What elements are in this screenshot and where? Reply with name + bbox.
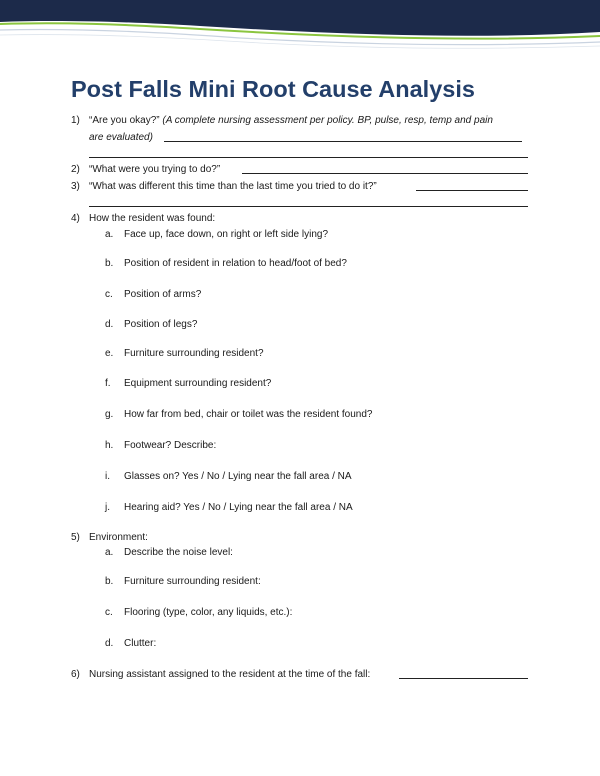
item-letter: b. [105, 258, 114, 269]
question-number: 6) [71, 669, 80, 680]
item-text: Glasses on? Yes / No / Lying near the fall area / NA [124, 471, 352, 482]
item-text: Position of resident in relation to head/foot of bed? [124, 258, 347, 269]
answer-line[interactable] [416, 190, 528, 191]
question-text: How the resident was found: [89, 213, 216, 224]
question-number: 4) [71, 213, 80, 224]
answer-line[interactable] [242, 173, 528, 174]
answer-line[interactable] [164, 141, 522, 142]
item-text: Footwear? Describe: [124, 440, 217, 451]
item-letter: c. [105, 607, 113, 618]
question-number: 1) [71, 115, 80, 126]
item-letter: h. [105, 440, 114, 451]
question-text: “What were you trying to do?” [89, 164, 221, 175]
item-text: Position of legs? [124, 319, 198, 330]
page-title: Post Falls Mini Root Cause Analysis [71, 76, 475, 102]
answer-line[interactable] [399, 678, 528, 679]
item-text: Position of arms? [124, 289, 202, 300]
item-text: Flooring (type, color, any liquids, etc.): [124, 607, 293, 618]
item-letter: a. [105, 547, 114, 558]
item-letter: e. [105, 348, 114, 359]
item-text: Hearing aid? Yes / No / Lying near the fall area / NA [124, 502, 353, 513]
question-number: 3) [71, 181, 80, 192]
item-letter: i. [105, 471, 110, 482]
item-letter: d. [105, 319, 114, 330]
item-letter: b. [105, 576, 114, 587]
item-text: Clutter: [124, 638, 157, 649]
question-note-continued: are evaluated) [89, 132, 153, 143]
question-number: 2) [71, 164, 80, 175]
answer-line[interactable] [89, 157, 528, 158]
item-letter: c. [105, 289, 113, 300]
answer-line[interactable] [89, 206, 528, 207]
question-text: Nursing assistant assigned to the resident at the time of the fall: [89, 669, 371, 680]
item-text: Describe the noise level: [124, 547, 233, 558]
item-text: How far from bed, chair or toilet was the resident found? [124, 409, 373, 420]
item-text: Furniture surrounding resident: [124, 576, 261, 587]
question-text: “What was different this time than the last time you tried to do it?” [89, 181, 377, 192]
item-text: Furniture surrounding resident? [124, 348, 264, 359]
question-number: 5) [71, 532, 80, 543]
header-banner [0, 0, 600, 50]
item-text: Face up, face down, on right or left side lying? [124, 229, 329, 240]
item-letter: f. [105, 378, 111, 389]
question-text: Environment: [89, 532, 148, 543]
item-letter: j. [105, 502, 110, 513]
item-text: Equipment surrounding resident? [124, 378, 272, 389]
item-letter: g. [105, 409, 114, 420]
question-text: “Are you okay?” [89, 115, 160, 126]
question-note: (A complete nursing assessment per policy. BP, pulse, resp, temp and pain [162, 115, 493, 126]
item-letter: a. [105, 229, 114, 240]
item-letter: d. [105, 638, 114, 649]
